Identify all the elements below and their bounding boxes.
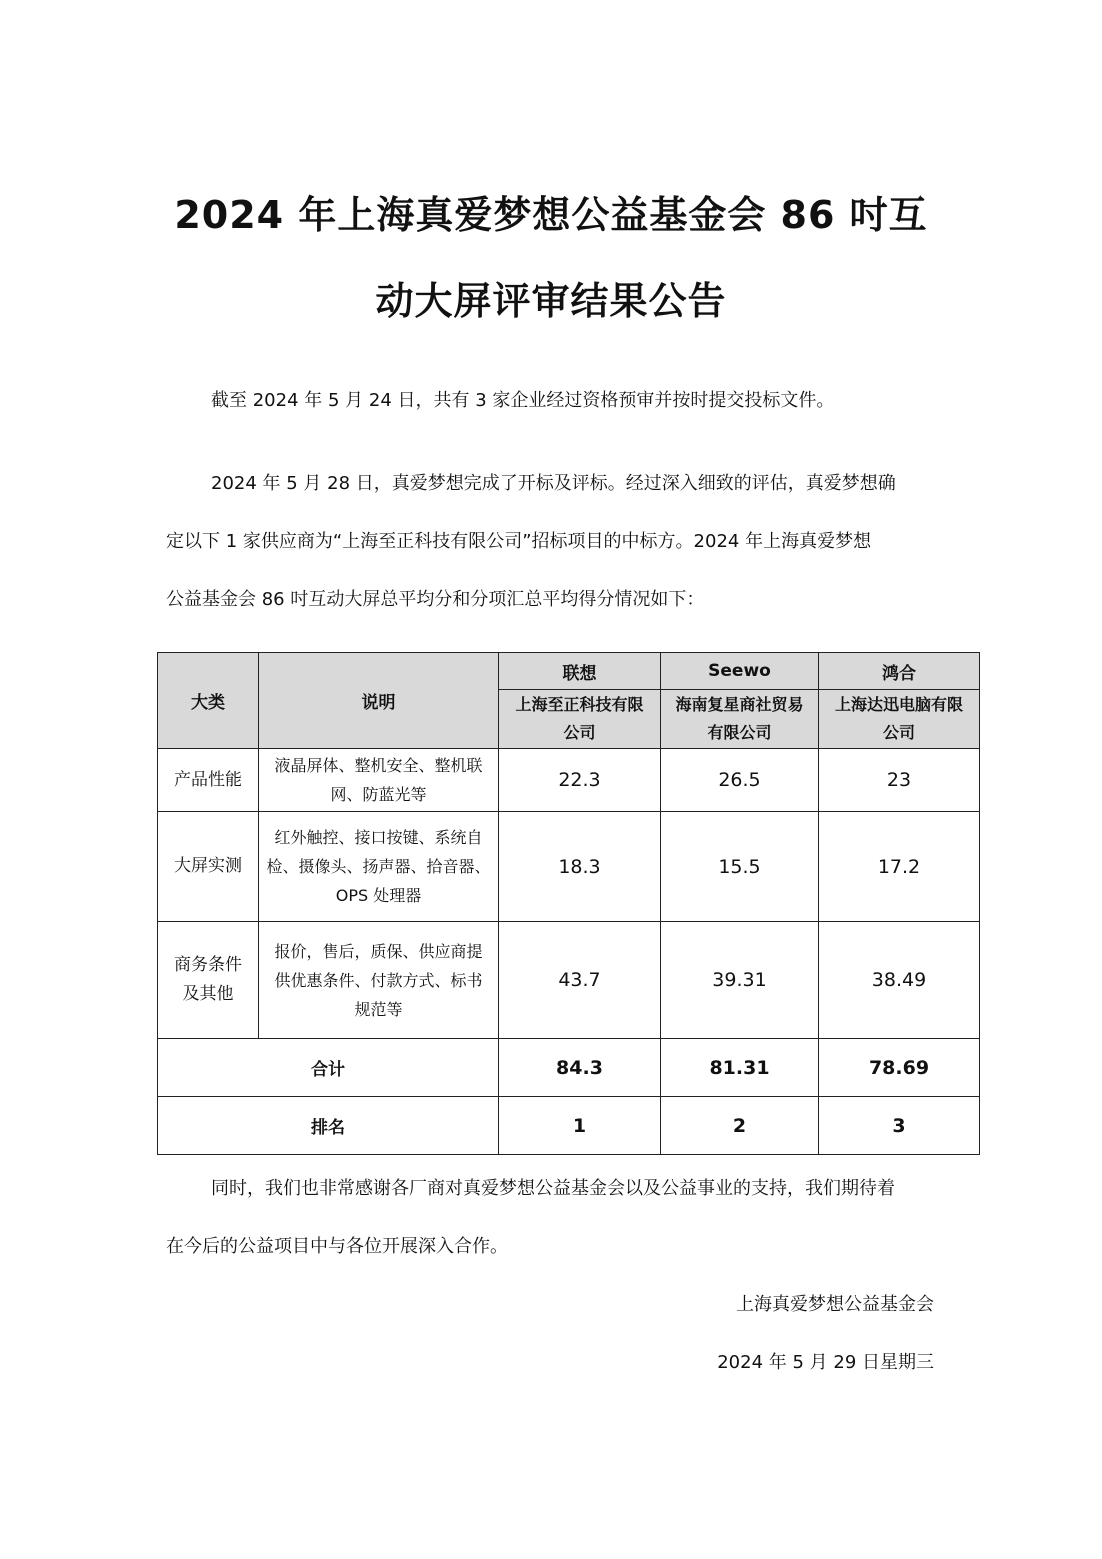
intro-paragraph: 截至 2024 年 5 月 24 日，共有 3 家企业经过资格预审并按时提交投标文件。 xyxy=(211,390,835,411)
rank-row xyxy=(158,1097,980,1155)
thanks-paragraph-line-1: 同时，我们也非常感谢各厂商对真爱梦想公益基金会以及公益事业的支持，我们期待着 xyxy=(211,1178,895,1199)
header-category: 大类 xyxy=(158,653,259,749)
score-cell: 26.5 xyxy=(661,749,819,812)
results-table xyxy=(157,652,980,1155)
score-cell: 23 xyxy=(819,749,980,812)
table-row xyxy=(158,922,980,1039)
header-company-2: 海南复星商社贸易 有限公司 xyxy=(661,690,819,749)
row-category: 大屏实测 xyxy=(158,812,259,922)
header-vendor-3: 鸿合 xyxy=(819,653,980,690)
table-row xyxy=(158,749,980,812)
evaluation-paragraph-line-2: 定以下 1 家供应商为“上海至正科技有限公司”招标项目的中标方。2024 年上海真爱梦想 xyxy=(166,531,872,552)
row-description: 液晶屏体、整机安全、整机联 网、防蓝光等 xyxy=(259,749,499,812)
total-label: 合计 xyxy=(158,1039,499,1097)
total-row xyxy=(158,1039,980,1097)
page-title-line-2: 动大屏评审结果公告 xyxy=(375,279,727,323)
rank-cell: 2 xyxy=(661,1097,819,1155)
rank-cell: 1 xyxy=(499,1097,661,1155)
score-cell: 22.3 xyxy=(499,749,661,812)
row-description: 红外触控、接口按键、系统自 检、摄像头、扬声器、拾音器、 OPS 处理器 xyxy=(259,812,499,922)
total-score-cell: 81.31 xyxy=(661,1039,819,1097)
thanks-paragraph-line-2: 在今后的公益项目中与各位开展深入合作。 xyxy=(166,1236,508,1257)
header-vendor-2: Seewo xyxy=(661,653,819,690)
total-score-cell: 84.3 xyxy=(499,1039,661,1097)
rank-cell: 3 xyxy=(819,1097,980,1155)
row-category: 产品性能 xyxy=(158,749,259,812)
rank-label: 排名 xyxy=(158,1097,499,1155)
total-score-cell: 78.69 xyxy=(819,1039,980,1097)
score-cell: 18.3 xyxy=(499,812,661,922)
evaluation-paragraph-line-3: 公益基金会 86 吋互动大屏总平均分和分项汇总平均得分情况如下： xyxy=(166,589,705,610)
row-description: 报价，售后，质保、供应商提 供优惠条件、付款方式、标书 规范等 xyxy=(259,922,499,1039)
score-cell: 39.31 xyxy=(661,922,819,1039)
signature-date: 2024 年 5 月 29 日星期三 xyxy=(717,1352,934,1373)
score-cell: 17.2 xyxy=(819,812,980,922)
header-description: 说明 xyxy=(259,653,499,749)
header-company-3: 上海达迅电脑有限 公司 xyxy=(819,690,980,749)
signature-organization: 上海真爱梦想公益基金会 xyxy=(736,1294,934,1315)
header-vendor-1: 联想 xyxy=(499,653,661,690)
table-row xyxy=(158,812,980,922)
score-cell: 38.49 xyxy=(819,922,980,1039)
score-cell: 15.5 xyxy=(661,812,819,922)
page-title-line-1: 2024 年上海真爱梦想公益基金会 86 吋互 xyxy=(174,193,928,237)
score-cell: 43.7 xyxy=(499,922,661,1039)
evaluation-paragraph-line-1: 2024 年 5 月 28 日，真爱梦想完成了开标及评标。经过深入细致的评估，真爱梦想确 xyxy=(211,473,896,494)
row-category: 商务条件 及其他 xyxy=(158,922,259,1039)
header-company-1: 上海至正科技有限 公司 xyxy=(499,690,661,749)
